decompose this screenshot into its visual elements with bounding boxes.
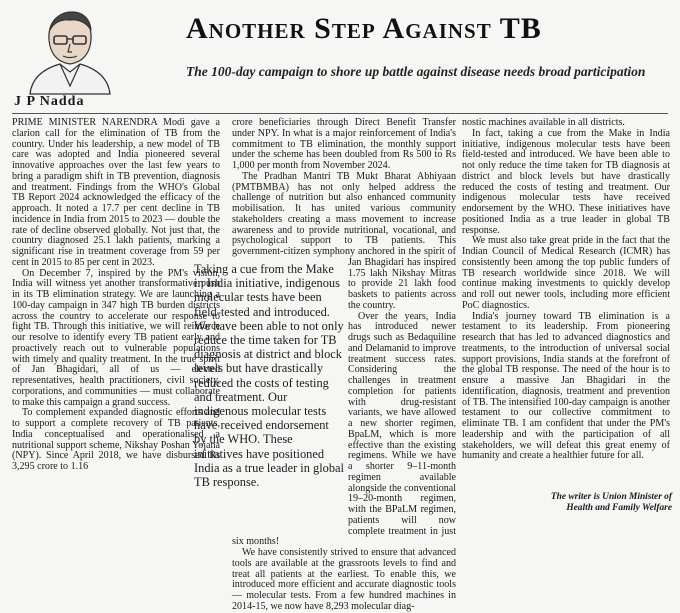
body-paragraph: PRIME MINISTER NARENDRA Modi gave a clarion call for the elimination of TB from the country. Under his leadership, a new model of TB care was adopted and India pioneered several innovative approaches over the last few years to bring a paradigm shift in TB prevention, diagnosis and treatment. Findings from the WHO's Global TB Report 2024 acknowledged the efficacy of the approach. It noted a 17.7 per cent decline in TB incidence in India from 2015 to 2023 — double the rate of decline observed globally. Not just that, the country diagnosed 25.1 lakh patients, marking a significant rise in treatment coverage from 59 per cent in 2015 to 85 per cent in 2023. [12,117,220,268]
article-subheadline: The 100-day campaign to shore up battle against disease needs broad participation [186,64,646,79]
body-paragraph: India's journey toward TB elimination is a testament to its leadership. From pioneering research that has led to advanced diagnostics and treatments, to the introduction of universal social support provisions, India stands at the forefront of the global TB response. The need of the hour is to ensure a massive Jan Bhagidari in the identification, diagnosis, treatment and prevention of TB. The intensified 100-day campaign is another testament to our collective commitment to eliminate TB. I am confident that under the PM's leadership and with the participation of all stakeholders, we will defeat this great enemy of humanity and create a healthier future for all. [462,310,670,462]
article-column-3 [462,118,670,462]
article-column-2-body [232,118,456,613]
article-headline: Another Step Against TB [186,12,542,45]
portrait-sketch [30,12,110,94]
body-paragraph: We must also take great pride in the fact that the Indian Council of Medical Research (ICMR) has consistently been among the top public funders of TB research worldwide since 2018. We will continue making investments to quickly develop and roll out newer tools, including more efficient PoC diagnostics. [462,235,670,311]
body-paragraph: The Pradhan Mantri TB Mukt Bharat Abhiyaan (PMTBMBA) has not only helped address the challenge of nutrition but also enhanced community mobilisation. It has united various community stakeholders creating a mass movement to increase awareness and to provide nutritional, vocational, and psychological support to TB patients. This government-citizen symphony anchored in the spirit of Jan Bhagidari has inspired 1.75 lakh Nikshay Mitras to provide 21 lakh food baskets to patients across the country. [232,170,456,311]
body-paragraph: On December 7, inspired by the PM's vision, India will witness yet another transformative push in its TB elimination strategy. We are launching a 100-day campaign in 347 high TB burden districts across the country to accelerate our response to fight TB. Through this initiative, we will reinforce our resolve to identify every TB patient early and proactively reach out to vulnerable populations with timely and quality treatment. In the true spirit of Jan Bhagidari, all of us — elected representatives, health practitioners, civil society, corporations, and communities — must collaborate to make this campaign a grand success. [12,267,220,408]
pull-quote-space [232,260,348,530]
byline-divider [12,113,668,114]
body-paragraph: crore beneficiaries through Direct Benefit Transfer under NPY. In what is a major reinforcement of India's commitment to TB elimination, the monthly support under the scheme has been doubled from Rs 500 to Rs 1,000 per month from November 2024. [232,117,456,171]
body-paragraph: In fact, taking a cue from the Make in India initiative, indigenous molecular tests have been field-tested and introduced. We have been able to not only reduce the time taken for TB diagnosis at district and block levels but have drastically reduced the costs of testing and treatment. Our indigenous molecular tests have received endorsement by the WHO. These initiatives have positioned India as a true leader in global TB response. [462,127,670,236]
author-byline: J P Nadda [14,94,85,109]
body-paragraph: nostic machines available in all districts. [462,117,625,128]
body-paragraph: To complement expanded diagnostic efforts and to support a complete recovery of TB patients, India conceptualised and operationalised a nutritional support scheme, Nikshay Poshan Yojana (NPY). Since April 2018, we have disbursed Rs 3,295 crore to 1.16 [12,407,220,472]
author-portrait [20,6,120,94]
body-paragraph: We have consistently strived to ensure that advanced tools are available at the grassroots levels to find and treat all patients at the earliest. To enable this, we introduced more efficient and accurate diagnostic tools — molecular tests. From a few hundred machines in 2014-15, we now have 8,293 molecular diag- [232,547,456,612]
author-note: The writer is Union Minister of Health and Family Welfare [550,492,672,513]
article-column-1 [12,118,220,473]
body-paragraph: Over the years, India has introduced newer drugs such as Bedaquiline and Delamanid to improve treatment success rates. Considering the challenges in treatment completion for patients with drug-resistant variants, we have allowed a new shorter regimen, BpaLM, which is more effective than the existing regimens. While we have a shorter 9–11-month regimen available alongside the conventional 19–20-month regimen, with the BPaLM regimen, patients will now complete treatment in just six months! [232,310,456,548]
pull-quote: Taking a cue from the Make in India initiative, indigenous molecular tests have been field-tested and introduced. We have been able to not only reduce the time taken for TB diagnosis at district and block levels but have drastically reduced the costs of testing and treatment. Our indigenous molecular tests have received endorsement by the WHO. These initiatives have positioned India as a true leader in global TB response. [194,262,345,490]
